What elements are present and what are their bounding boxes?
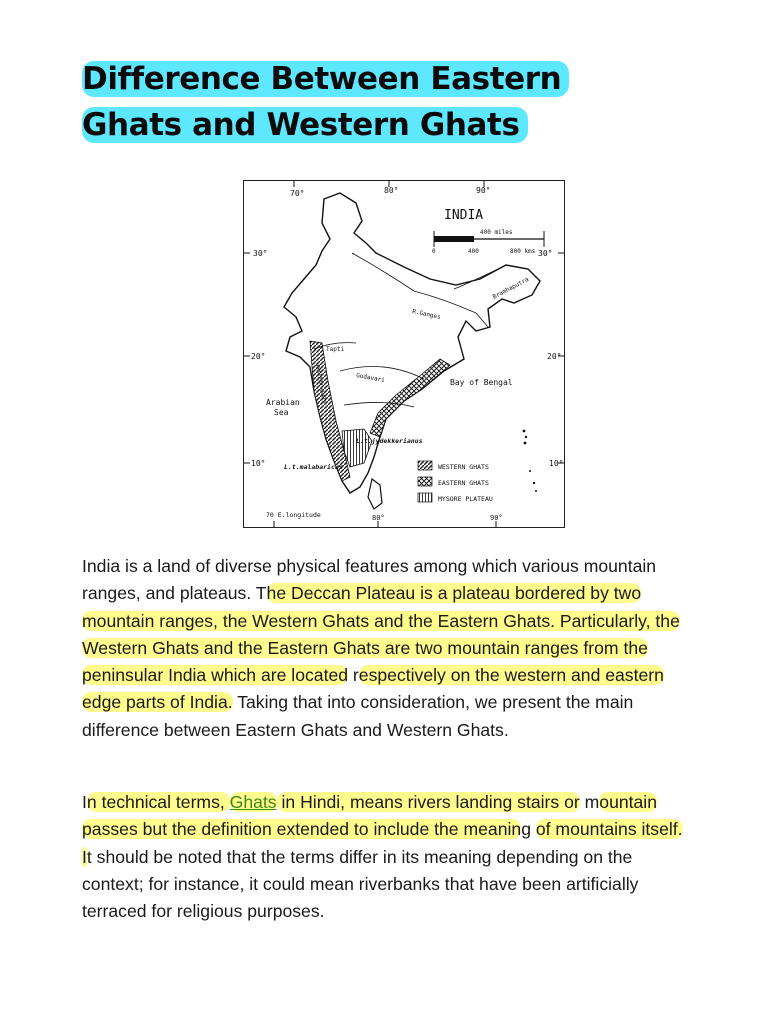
legend-item-western: WESTERN GHATS <box>438 463 489 471</box>
bottom-80-label: 80° <box>372 514 385 522</box>
western-ghats-strip-label: WESTERN GHATS <box>314 364 327 404</box>
lon-80-label: 80° <box>384 186 399 195</box>
andaman-islands <box>523 430 537 492</box>
para2-highlight-1: n technical terms, <box>86 792 230 812</box>
bottom-lon-label: 70 E.longitude <box>266 511 321 519</box>
lat-10-right-label: 10° <box>549 459 564 468</box>
scale-miles-label: 400 miles <box>480 229 513 236</box>
bottom-90-label: 90° <box>490 514 503 522</box>
lon-70-label: 70° <box>290 189 305 198</box>
bay-of-bengal-label: Bay of Bengal <box>450 378 513 387</box>
india-map <box>244 181 564 527</box>
top-longitude-ticks <box>290 181 490 198</box>
lon-90-label: 90° <box>476 186 491 195</box>
arabian-sea-label-1: Arabian <box>266 398 300 407</box>
scale-400-label: 400 <box>468 248 479 255</box>
sri-lanka-outline <box>368 479 382 509</box>
scale-0-label: 0 <box>432 248 436 255</box>
para1-highlight-1: he Deccan Plateau is a plateau bordered by two mountain ranges, the Western Ghats and the Eastern Ghats. Particularly, the Western Ghats and the Eastern Ghats are two mountain ranges from the peninsular India which are located <box>82 583 680 686</box>
bottom-longitude-axis <box>266 511 503 527</box>
legend-swatch-mysore <box>418 493 432 502</box>
lat-10-label: 10° <box>251 459 266 468</box>
intro-paragraph <box>82 553 692 744</box>
article-title <box>82 56 642 148</box>
ghats-definition-paragraph <box>82 789 692 925</box>
river-brahmaputra-label: Bramhaputra <box>491 275 531 301</box>
scale-km-label: 800 kms <box>510 248 536 255</box>
legend-item-mysore: MYSORE PLATEAU <box>438 495 493 503</box>
para1-text-2: r <box>348 665 359 686</box>
map-heading: INDIA <box>444 208 484 223</box>
para2-text-3: g <box>521 819 536 840</box>
para1-text-1: India is a land of diverse physical features among which various mountain ranges, and plateaus. T <box>82 556 657 604</box>
para2-text-4: t should be noted that the terms differ in its meaning depending on the context; for instance, it could mean riverbanks that have been artificially terraced for religious purposes. <box>82 846 639 922</box>
river-godavari-label: Godavari <box>355 372 386 384</box>
legend-item-eastern: EASTERN GHATS <box>438 479 489 487</box>
lat-30-right-label: 30° <box>538 249 553 258</box>
para2-highlight-2: in Hindi, means rivers landing stairs or <box>276 792 580 812</box>
para1-highlight-2: espectively on the western and eastern edge parts of India. <box>82 665 664 713</box>
river-tapti-label: Tapti <box>326 346 345 353</box>
scale-bar <box>432 229 544 255</box>
species-jydekkerianus-label: L.t.jydekkerianus <box>356 437 423 445</box>
river-ganga-label: R.Ganges <box>411 308 442 321</box>
para1-text-3: Taking that into consideration, we present the main difference between Eastern Ghats and Western Ghats. <box>82 692 634 740</box>
ghats-link[interactable]: Ghats <box>229 792 277 812</box>
para2-text-2: m <box>579 792 600 812</box>
title-line-1: Difference Between Eastern <box>82 61 569 97</box>
legend-swatch-eastern <box>418 477 432 486</box>
lat-30-label: 30° <box>253 249 268 258</box>
lat-20-right-label: 20° <box>547 352 562 361</box>
para2-highlight-4: of mountains itself. I <box>82 819 683 867</box>
map-legend <box>418 461 493 503</box>
title-line-2: Ghats and Western Ghats <box>82 107 528 143</box>
arabian-sea-label-2: Sea <box>274 408 289 417</box>
species-malabaricus-label: L.t.malabaricus <box>284 463 343 471</box>
india-map-figure <box>243 180 565 528</box>
para2-highlight-3: ountain passes but the definition extended to include the meanin <box>82 792 658 840</box>
legend-swatch-western <box>418 461 432 470</box>
lat-20-label: 20° <box>251 352 266 361</box>
para2-text-1: I <box>82 792 87 812</box>
